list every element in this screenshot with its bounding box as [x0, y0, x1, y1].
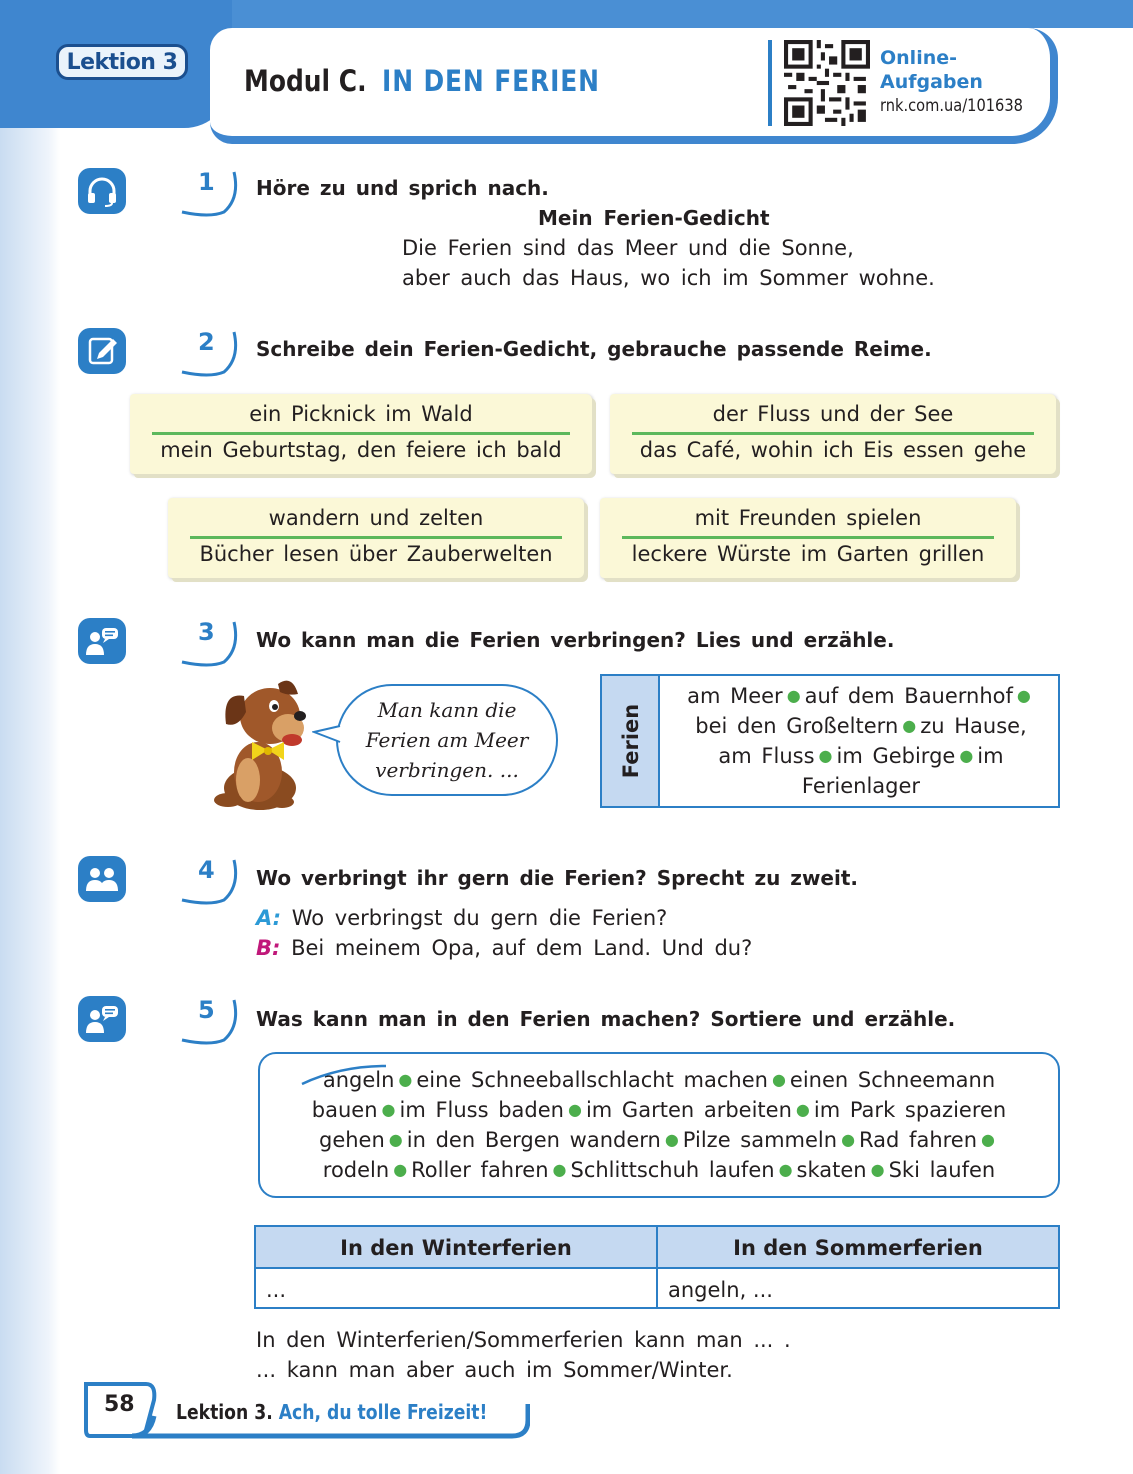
exercise-1-instruction: Höre zu und sprich nach.: [256, 176, 549, 200]
closing-line-1: In den Winterferien/Sommerferien kann man ... .: [256, 1328, 791, 1352]
activities-line-2: bauen ● im Fluss baden ● im Garten arbeiten ● im Park spazieren: [311, 1098, 1007, 1122]
places-line-2: bei den Großeltern ● zu Hause,: [695, 714, 1027, 738]
activities-line-3: gehen ● in den Bergen wandern ● Pilze sammeln ● Rad fahren ●: [319, 1128, 995, 1152]
rhyme-card-2: der Fluss und der See das Café, wohin ich Eis essen gehe: [610, 394, 1056, 474]
headphones-icon: [78, 168, 126, 214]
left-gradient-strip: [0, 0, 60, 1474]
page-title: [244, 64, 600, 104]
bubble-tail-icon: [312, 724, 342, 746]
footer-lesson: Lektion 3. Ach, du tolle Freizeit!: [176, 1400, 488, 1424]
activities-line-4: rodeln ● Roller fahren ● Schlittschuh laufen ● skaten ● Ski laufen: [322, 1158, 996, 1182]
sort-table: [254, 1225, 1060, 1309]
crossed-out-word: angeln: [322, 1068, 395, 1092]
exercise-4-number: 4: [180, 856, 240, 906]
pencil-icon: [78, 328, 126, 374]
online-tasks-title: Online-Aufgaben: [880, 47, 983, 93]
ferien-places-box: [600, 674, 1060, 808]
dialogue-line-a: A: Wo verbringst du gern die Ferien?: [256, 906, 668, 930]
closing-line-2: ... kann man aber auch im Sommer/Winter.: [256, 1358, 733, 1382]
talk-icon: [78, 996, 126, 1042]
puppy-illustration-icon: [208, 676, 318, 814]
dialogue-line-b: B: Bei meinem Opa, auf dem Land. Und du?: [256, 936, 753, 960]
online-url-link[interactable]: rnk.com.ua/101638: [880, 96, 1023, 116]
talk-icon: [78, 618, 126, 664]
poem-line-2: aber auch das Haus, wo ich im Sommer wohne.: [402, 266, 935, 290]
places-line-3: am Fluss ● im Gebirge ● im: [718, 744, 1004, 768]
exercise-5-instruction: Was kann man in den Ferien machen? Sortiere und erzähle.: [256, 1007, 956, 1031]
exercise-1-number: 1: [180, 168, 240, 218]
table-header-winter: In den Winterferien: [256, 1227, 656, 1269]
table-cell-summer: angeln, ...: [668, 1278, 773, 1302]
places-line-4: Ferienlager: [801, 774, 921, 798]
exercise-3-number: 3: [180, 618, 240, 668]
exercise-3-instruction: Wo kann man die Ferien verbringen? Lies und erzähle.: [256, 628, 895, 652]
exercise-2-number: 2: [180, 328, 240, 378]
pair-icon: [78, 856, 126, 902]
top-blue-band: [228, 0, 1133, 28]
speech-bubble: Man kann die Ferien am Meer verbringen. ...: [336, 684, 558, 796]
poem-line-1: Die Ferien sind das Meer und die Sonne,: [402, 236, 854, 260]
strike-mark-icon: [300, 1062, 390, 1088]
qr-code-icon[interactable]: [784, 40, 870, 126]
rhyme-card-3: wandern und zelten Bücher lesen über Zauberwelten: [168, 498, 584, 578]
rhyme-card-1: ein Picknick im Wald mein Geburtstag, den feiere ich bald: [130, 394, 592, 474]
module-title: IN DEN FERIEN: [382, 64, 600, 98]
places-line-1: am Meer ● auf dem Bauernhof ●: [687, 684, 1031, 708]
exercise-2-instruction: Schreibe dein Ferien-Gedicht, gebrauche passende Reime.: [256, 337, 932, 361]
exercise-4-instruction: Wo verbringt ihr gern die Ferien? Sprecht zu zweit.: [256, 866, 858, 890]
table-header-summer: In den Sommerferien: [658, 1227, 1058, 1269]
poem-title: Mein Ferien-Gedicht: [538, 206, 770, 230]
exercise-5-number: 5: [180, 996, 240, 1046]
page-number: 58: [104, 1392, 135, 1417]
ferien-box-label: Ferien: [602, 676, 660, 806]
table-cell-winter: ...: [266, 1278, 287, 1302]
online-separator: [768, 40, 772, 126]
rhyme-card-4: mit Freunden spielen leckere Würste im Garten grillen: [600, 498, 1016, 578]
lesson-badge: Lektion 3: [56, 44, 188, 80]
activities-line-1: angeln ● eine Schneeballschlacht machen ● einen Schneemann: [322, 1068, 996, 1092]
module-label: Modul C.: [244, 64, 367, 98]
